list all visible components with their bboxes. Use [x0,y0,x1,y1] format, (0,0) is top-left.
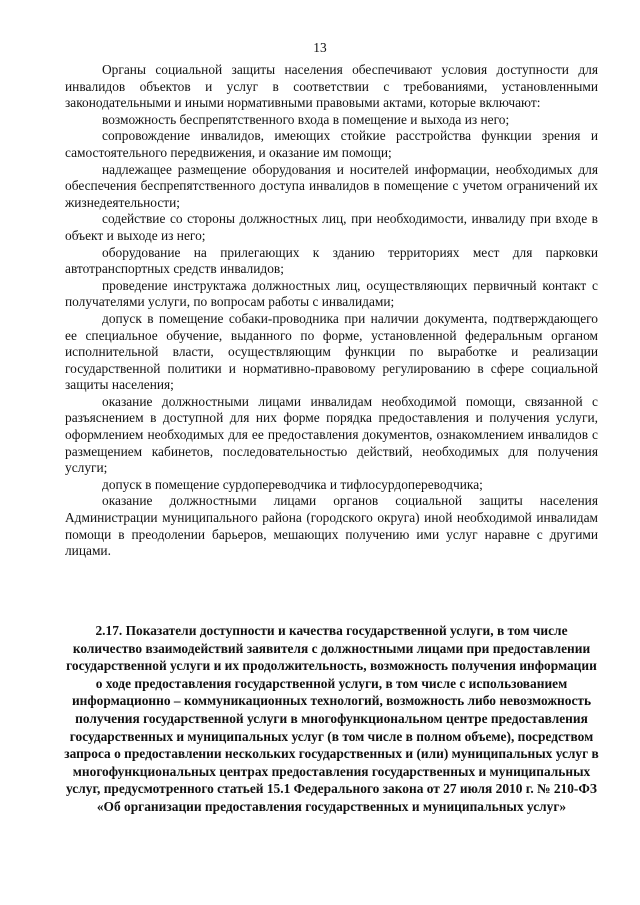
paragraph-item: надлежащее размещение оборудования и носителей информации, необходимых для обеспечения беспрепятственного доступа инвалидов в помещение с учетом ограничений их жизнедеятельности; [65,161,598,210]
paragraph-item: оказание должностными лицами органов социальной защиты населения Администрации муниципального района (городского округа) иной необходимой инвалидам помощи в преодолении барьеров, мешающих получению ими услуг наравне с другими лицами. [65,493,598,559]
paragraph-item: проведение инструктажа должностных лиц, осуществляющих первичный контакт с получателями услуги, по вопросам работы с инвалидами; [65,277,598,310]
page-number: 13 [313,40,327,55]
paragraph-item: оборудование на прилегающих к зданию территориях мест для парковки автотранспортных средств инвалидов; [65,244,598,277]
paragraph-item: оказание должностными лицами инвалидам необходимой помощи, связанной с разъяснением в доступной для них форме порядка предоставления и получения услуги, оформлением необходимых для ее предоставления документов, ознакомлением инвалидов с размещением кабинетов, последовательностью действий, необходимых для получения услуги; [65,393,598,476]
paragraph-item: допуск в помещение сурдопереводчика и тифлосурдопереводчика; [102,476,483,492]
section-heading: 2.17. Показатели доступности и качества государственной услуги, в том числе количество взаимодействий заявителя с должностными лицами при предоставлении государственной услуги и их продолжительность, возможность получения информации о ходе предоставления государственной услуги, в том числе с использованием информационно – коммуникационных технологий, возможность либо невозможность получения государственной услуги в многофункциональном центре предоставления государственных и муниципальных услуг (в том числе в полном объеме), посредством запроса о предоставлении нескольких государственных и (или) муниципальных услуг в многофункциональных центрах предоставления государственных и муниципальных услуг, предусмотренного статьей 15.1 Федерального закона от 27 июля 2010 г. № 210-ФЗ «Об организации предоставления государственных и муниципальных услуг» [64,623,599,814]
paragraph-intro: Органы социальной защиты населения обеспечивают условия доступности для инвалидов объектов и услуг в соответствии с требованиями, установленными законодательными и иными нормативными правовыми актами, которые включают: [65,62,598,111]
paragraph-item: допуск в помещение собаки-проводника при наличии документа, подтверждающего ее специальное обучение, выданного по форме, установленной федеральным органом исполнительной власти, осуществляющим функции по выработке и реализации государственной политики и нормативно-правовому регулированию в сфере социальной защиты населения; [65,310,598,393]
paragraph-item: сопровождение инвалидов, имеющих стойкие расстройства функции зрения и самостоятельного передвижения, и оказание им помощи; [65,128,598,160]
paragraph-item: возможность беспрепятственного входа в помещение и выхода из него; [102,111,510,127]
paragraph-item: содействие со стороны должностных лиц, при необходимости, инвалиду при входе в объект и выходе из него; [65,211,598,243]
document-body [65,62,598,560]
